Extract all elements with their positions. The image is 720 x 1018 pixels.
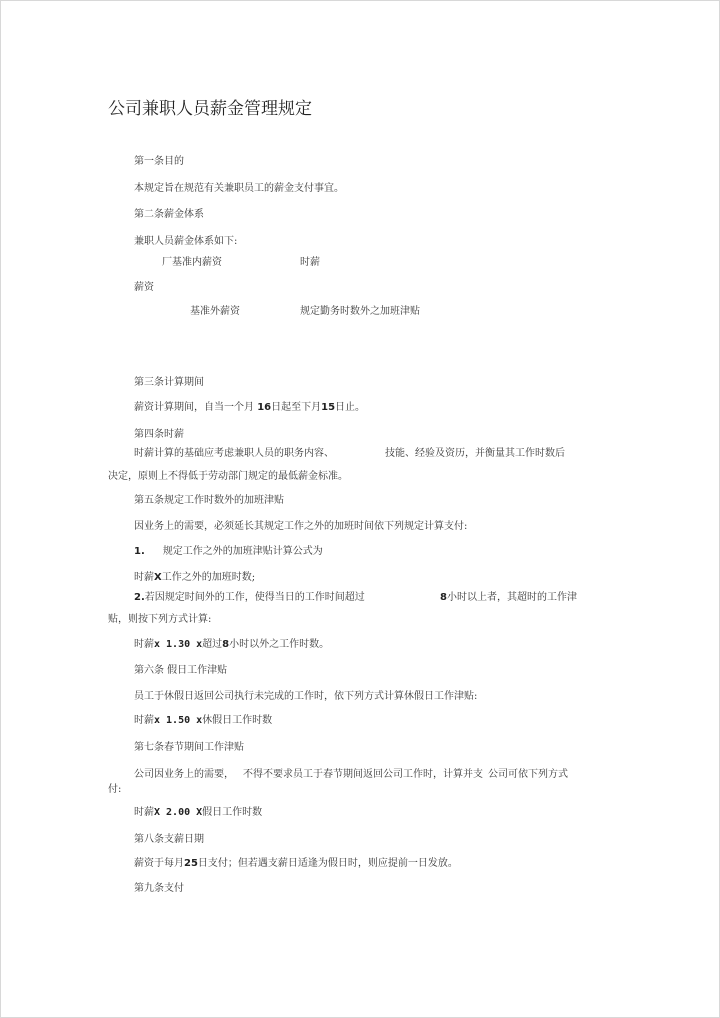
article-6-formula: 时薪x 1.50 x休假日工作时数 — [134, 715, 273, 726]
article-4-body-line1b: 技能、经验及资历，并衡量其工作时数后 — [385, 448, 565, 459]
article-5-item1: 1. 规定工作之外的加班津贴计算公式为 — [134, 546, 323, 557]
article-3-heading: 第三条计算期间 — [134, 377, 204, 388]
article-2-heading: 第二条薪金体系 — [134, 209, 204, 220]
article-5-formula2: 时薪x 1.30 x超过8小时以外之工作时数。 — [134, 639, 330, 650]
salary-structure-root: 薪资 — [134, 282, 154, 293]
article-5-heading: 第五条规定工作时数外的加班津贴 — [134, 495, 284, 506]
salary-structure-overtime-allowance: 规定勤务时数外之加班津贴 — [300, 306, 420, 317]
article-3-body: 薪资计算期间，自当一个月 16日起至下月15日止。 — [134, 402, 366, 413]
article-1-heading: 第一条目的 — [134, 156, 184, 167]
article-8-heading: 第八条支薪日期 — [134, 834, 204, 845]
article-6-heading: 第六条 假日工作津贴 — [134, 665, 228, 676]
article-9-heading: 第九条支付 — [134, 883, 184, 894]
article-5-item2-line2: 贴，则按下列方式计算: — [108, 614, 212, 625]
salary-structure-extra-pay: 基准外薪资 — [190, 306, 240, 317]
salary-structure-hourly-wage: 时薪 — [300, 257, 320, 268]
article-8-body: 薪资于每月25日支付；但若遇支薪日适逢为假日时，则应提前一日发放。 — [134, 858, 458, 869]
article-6-body: 员工于休假日返回公司执行未完成的工作时，依下列方式计算休假日工作津贴: — [134, 691, 478, 702]
article-4-body-line1a: 时薪计算的基础应考虑兼职人员的职务内容、 — [134, 448, 334, 459]
article-4-body-line2: 决定，原则上不得低于劳动部门规定的最低薪金标准。 — [108, 471, 348, 482]
article-7-body-line2: 付: — [108, 784, 122, 795]
article-5-item2-line1a: 2.若因规定时间外的工作，使得当日的工作时间超过 — [134, 592, 365, 603]
article-2-intro: 兼职人员薪金体系如下: — [134, 236, 238, 247]
article-5-formula1: 时薪X工作之外的加班时数; — [134, 572, 256, 583]
document-title: 公司兼职人员薪金管理规定 — [108, 99, 312, 119]
article-7-heading: 第七条春节期间工作津贴 — [134, 742, 244, 753]
article-1-body: 本规定旨在规范有关兼职员工的薪金支付事宜。 — [134, 183, 344, 194]
article-4-heading: 第四条时薪 — [134, 429, 184, 440]
article-7-formula: 时薪X 2.00 X假日工作时数 — [134, 807, 263, 818]
salary-structure-base-pay: 厂基准内薪资 — [162, 257, 222, 268]
article-7-body-line1: 公司因业务上的需要， 不得不要求员工于春节期间返回公司工作时，计算并支 公司可依下列方式 — [134, 769, 568, 780]
article-5-item2-line1b: 8小时以上者，其超时的工作津 — [440, 592, 577, 603]
article-5-intro: 因业务上的需要，必须延长其规定工作之外的加班时间依下列规定计算支付: — [134, 521, 468, 532]
